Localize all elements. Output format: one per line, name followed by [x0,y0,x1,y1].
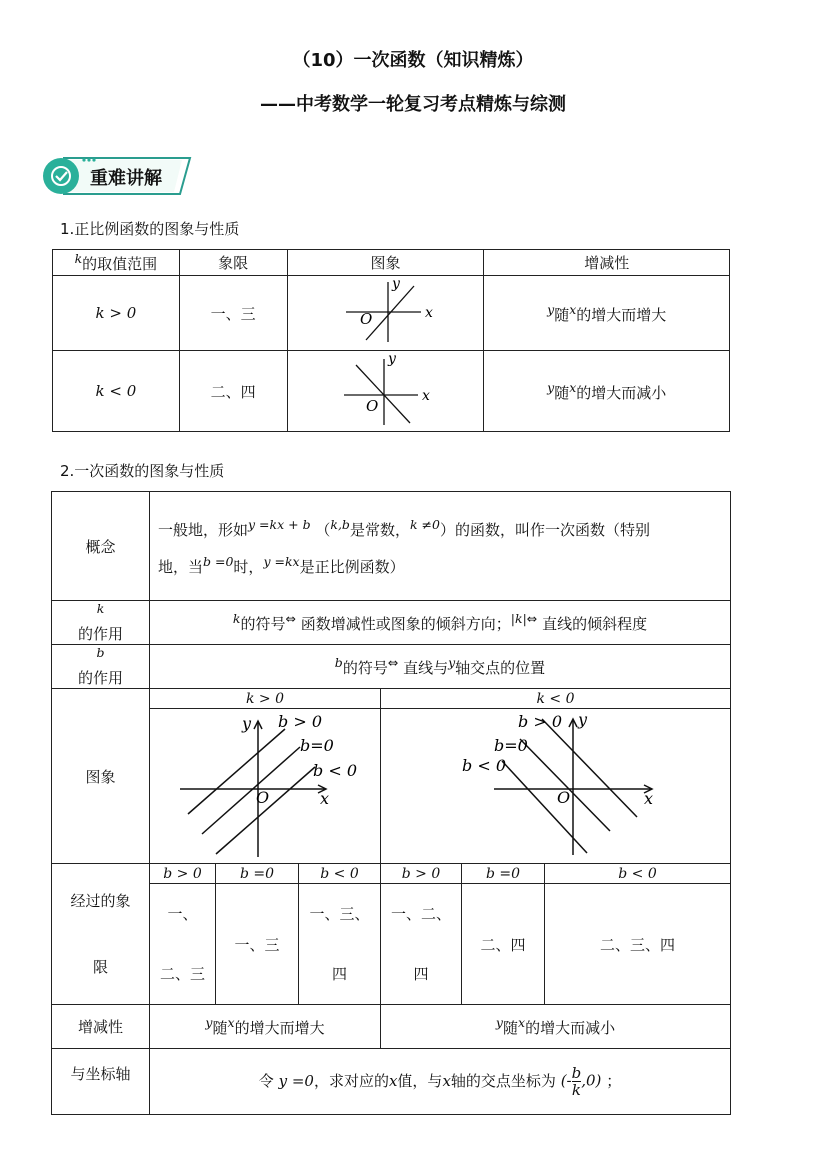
document-title: （10）一次函数（知识精炼） [292,50,534,71]
graph-k-positive-cell [150,709,381,864]
header-quadrant: 象限 [179,250,287,276]
quad-cell-5: 二、四 [462,884,545,1005]
svg-text:y: y [577,710,587,729]
graph-head-k-positive: k > 0 [150,689,381,709]
linear-graph-decreasing [382,709,730,859]
svg-text:y: y [391,276,400,292]
axis-intersection-text: 令 y =0，求对应的x值，与x轴的交点坐标为 (- $\frac{b}{k}$ ,0) ； [150,1049,731,1115]
quadrants-label: 经过的象 限 [52,864,150,1005]
graph-head-k-negative: k < 0 [381,689,731,709]
section2-heading: 2.一次函数的图象与性质 [60,462,225,480]
graph-k-positive [287,276,484,351]
svg-text:y: y [242,714,252,733]
badge-label: 重难讲解 [90,168,162,189]
quadrants-k-positive: 一、三 [179,276,287,351]
quad-cell-2: 一、三 [216,884,299,1005]
linear-function-table [51,491,731,1115]
quad-head-2: b =0 [216,864,299,884]
graph-k-negative-cell [381,709,731,864]
proportional-graph-increasing [326,276,446,346]
trend-increasing: $^y$随$^x$的增大而增大 [150,1005,381,1049]
quad-head-4: b > 0 [381,864,462,884]
quad-cell-6: 二、三、四 [545,884,731,1005]
axis-label: 与坐标轴 [52,1049,150,1115]
quad-head-5: b =0 [462,864,545,884]
k-role-label: $^k$ 的作用 [52,601,150,645]
concept-label: 概念 [52,492,150,601]
section-badge [42,156,190,194]
b-role-text: $^b$的符号⇔ 直线与$^y$轴交点的位置 [150,645,731,689]
svg-text:x: x [421,388,430,404]
b-role-label: $^b$ 的作用 [52,645,150,689]
quad-head-6: b < 0 [545,864,731,884]
svg-text:b > 0: b > 0 [278,712,322,731]
trend-decreasing: $^y$随$^x$的增大而减小 [381,1005,731,1049]
svg-text:O: O [365,397,378,415]
svg-text:b=0: b=0 [493,736,528,755]
trend-k-negative: $^y$随$^x$的增大而减小 [484,351,730,432]
quadrants-k-negative: 二、四 [179,351,287,432]
svg-text:b=0: b=0 [300,736,334,755]
graph-k-negative [287,351,484,432]
section1-heading: 1.正比例函数的图象与性质 [60,220,240,238]
cond-k-positive: k > 0 [53,276,180,351]
svg-text:b > 0: b > 0 [517,712,562,731]
graph-label: 图象 [52,689,150,864]
svg-text:x: x [643,789,653,808]
header-trend: 增减性 [484,250,730,276]
trend-label: 增减性 [52,1005,150,1049]
proportional-graph-decreasing [326,351,446,427]
svg-text:x: x [424,305,433,321]
quad-cell-3: 一、三、 四 [299,884,381,1005]
svg-text:x: x [320,789,330,808]
header-k-range: $^k$的取值范围 [53,250,180,276]
quad-cell-4: 一、二、 四 [381,884,462,1005]
quad-head-1: b > 0 [150,864,216,884]
trend-k-positive: $^y$随$^x$的增大而增大 [484,276,730,351]
k-role-text: $^k$的符号⇔ 函数增减性或图象的倾斜方向；$^{|k|\Leftrightarrow}$ 直线的倾斜程度 [150,601,731,645]
quad-cell-1: 一、 二、三 [150,884,216,1005]
concept-text: 一般地，形如$^{y =kx + b}$ （$^{k,b}$是常数，$^{k \ne 0}$）的函数，叫作一次函数（特别 地，当$^{b =0}$时，$^{y =kx}$是正比例函数） [150,492,731,601]
linear-graph-increasing [150,709,380,859]
intercept-coordinate: (- $\frac{b}{k}$ ,0) [560,1064,602,1099]
svg-text:y: y [387,351,396,367]
quad-head-3: b < 0 [299,864,381,884]
proportional-function-table [52,249,730,432]
header-graph: 图象 [287,250,484,276]
svg-text:b < 0: b < 0 [313,761,357,780]
document-subtitle: ——中考数学一轮复习考点精炼与综测 [260,94,566,115]
svg-text:O: O [359,310,372,328]
svg-text:O: O [256,788,270,807]
cond-k-negative: k < 0 [53,351,180,432]
svg-text:b < 0: b < 0 [461,756,506,775]
svg-text:O: O [556,788,570,807]
